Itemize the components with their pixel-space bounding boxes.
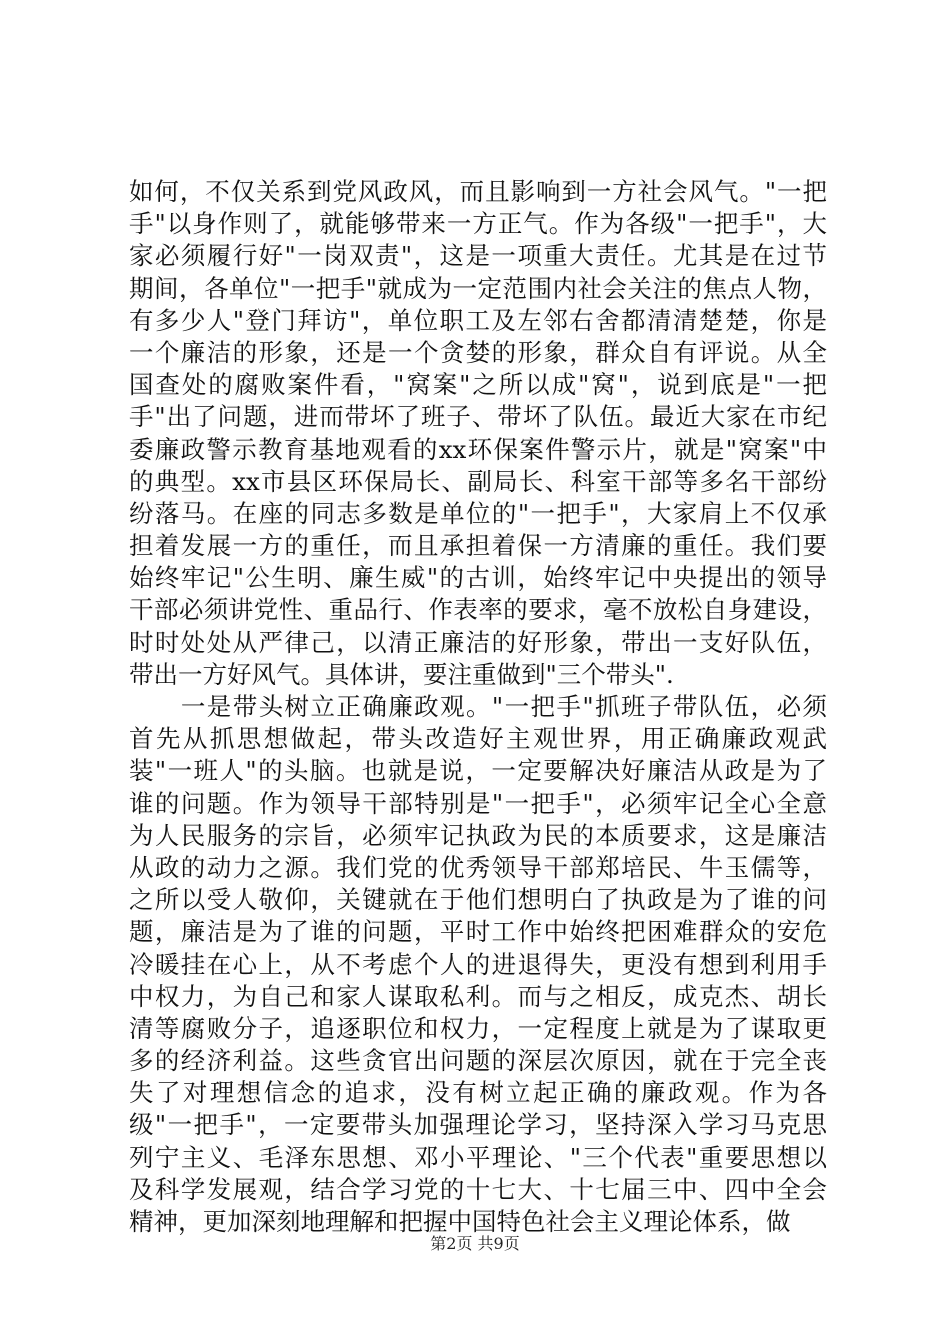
text-line: 精神，更加深刻地理解和把握中国特色社会主义理论体系，做	[129, 1207, 791, 1236]
text-line: 失了对理想信念的追求，没有树立起正确的廉政观。作为各	[129, 1078, 827, 1108]
text-line: 装"一班人"的头脑。也就是说，一定要解决好廉洁从政是为了	[129, 756, 827, 786]
text-line: 担着发展一方的重任，而且承担着保一方清廉的重任。我们要	[129, 531, 827, 561]
text-line: 题，廉洁是为了谁的问题，平时工作中始终把困难群众的安危	[129, 917, 827, 947]
text-line: 一是带头树立正确廉政观。"一把手"抓班子带队伍，必须	[129, 692, 827, 721]
text-line: 如何，不仅关系到党风政风，而且影响到一方社会风气。"一把	[129, 177, 827, 206]
text-line: 从政的动力之源。我们党的优秀领导干部郑培民、牛玉儒等，	[129, 852, 827, 882]
text-line: 时时处处从严律己，以清正廉洁的好形象，带出一支好队伍，	[129, 627, 827, 657]
text-line: 纷落马。在座的同志多数是单位的"一把手"，大家肩上不仅承	[129, 498, 827, 528]
text-line: 之所以受人敬仰，关键就在于他们想明白了执政是为了谁的问	[129, 885, 827, 915]
text-line: 带出一方好风气。具体讲，要注重做到"三个带头".	[129, 659, 674, 689]
text-line: 首先从抓思想做起，带头改造好主观世界，用正确廉政观武	[129, 724, 827, 754]
text-line: 为人民服务的宗旨，必须牢记执政为民的本质要求，这是廉洁	[129, 820, 827, 850]
text-line: 级"一把手"，一定要带头加强理论学习，坚持深入学习马克思	[129, 1110, 827, 1140]
text-line: 手"出了问题，进而带坏了班子、带坏了队伍。最近大家在市纪	[129, 402, 827, 432]
page-footer: 第2页 共9页	[430, 1234, 520, 1253]
text-line: 中权力，为自己和家人谋取私利。而与之相反，成克杰、胡长	[129, 981, 827, 1011]
text-line: 家必须履行好"一岗双责"，这是一项重大责任。尤其是在过节	[129, 241, 827, 271]
text-line: 的典型。xx市县区环保局长、副局长、科室干部等多名干部纷	[129, 466, 827, 496]
text-line: 国查处的腐败案件看，"窝案"之所以成"窝"，说到底是"一把	[129, 370, 827, 400]
text-line: 委廉政警示教育基地观看的xx环保案件警示片，就是"窝案"中	[129, 434, 827, 464]
text-line: 列宁主义、毛泽东思想、邓小平理论、"三个代表"重要思想以	[129, 1142, 827, 1172]
text-line: 干部必须讲党性、重品行、作表率的要求，毫不放松自身建设，	[129, 595, 827, 625]
text-line: 始终牢记"公生明、廉生威"的古训，始终牢记中央提出的领导	[129, 563, 827, 593]
body-text	[129, 176, 827, 1238]
text-line: 及科学发展观，结合学习党的十七大、十七届三中、四中全会	[129, 1174, 827, 1204]
text-line: 手"以身作则了，就能够带来一方正气。作为各级"一把手"，大	[129, 209, 827, 239]
text-line: 一个廉洁的形象，还是一个贪婪的形象，群众自有评说。从全	[129, 337, 827, 367]
text-line: 多的经济利益。这些贪官出问题的深层次原因，就在于完全丧	[129, 1046, 827, 1076]
text-line: 谁的问题。作为领导干部特别是"一把手"，必须牢记全心全意	[129, 788, 827, 818]
text-line: 清等腐败分子，追逐职位和权力，一定程度上就是为了谋取更	[129, 1013, 827, 1043]
text-line: 冷暖挂在心上，从不考虑个人的进退得失，更没有想到利用手	[129, 949, 827, 979]
text-line: 有多少人"登门拜访"，单位职工及左邻右舍都清清楚楚，你是	[129, 305, 827, 335]
text-line: 期间，各单位"一把手"就成为一定范围内社会关注的焦点人物，	[129, 273, 827, 303]
